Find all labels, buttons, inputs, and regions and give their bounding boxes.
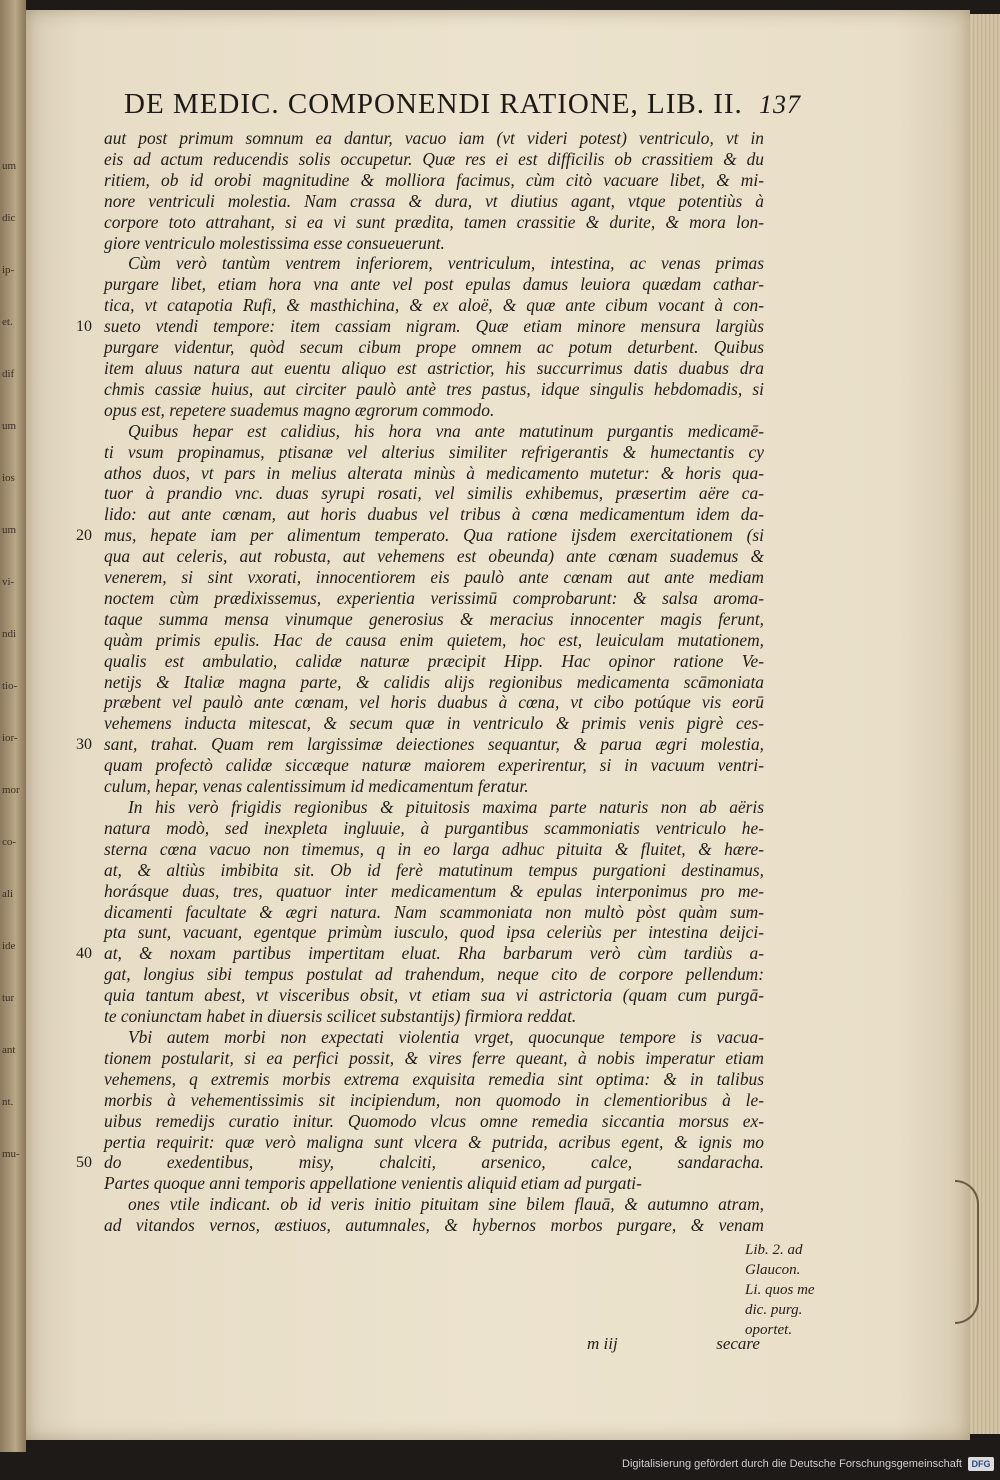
previous-page-fragment: um [2, 160, 17, 172]
previous-page-fragment: ant [2, 1044, 16, 1056]
line-number: 50 [76, 1154, 92, 1172]
running-head [124, 88, 824, 122]
text-line: gat, longius sibi tempus postulat ad trahendum, neque cito de corpore pellendum: [104, 964, 764, 985]
text-line: In his verò frigidis regionibus & pituitosis maxima parte naturis non ab aëris [128, 797, 764, 817]
previous-page-fragment: tio- [2, 680, 18, 692]
line-number: 30 [76, 736, 92, 754]
text-line: aut post primum somnum ea dantur, vacuo iam (vt videri potest) ventriculo, vt in [104, 128, 764, 148]
previous-page-fragment: um [2, 420, 17, 432]
text-line: venerem, si sint vxorati, innocentiorem eis paulò ante cœnam aut ante mediam [104, 567, 764, 588]
text-line: ritiem, ob id orobi magnitudine & molliora facimus, cùm citò vacuare libet, & mi- [104, 169, 764, 190]
text-line: taque summa mensa vinumque generosius & meracius innocenter magis ferunt, [104, 608, 764, 629]
body-text [104, 128, 764, 1236]
text-line: item aluus natura aut euentu aliquo est astrictior, his succurrimus datis duabus dra [104, 357, 764, 378]
catchword: secare [716, 1334, 760, 1353]
text-line: mus, hepate iam per alimentum temperato. Qua ratione ijsdem exercitationem (si [104, 525, 764, 546]
previous-page-fragment: ip- [2, 264, 15, 276]
previous-page-fragment: dic [2, 212, 16, 224]
text-line: Partes quoque anni temporis appellatione venientis aliquid etiam ad purgati- [104, 1173, 642, 1194]
text-line: eis ad actum reducendis solis occupetur. Quæ res ei est difficilis ob crassitiem & du [104, 148, 764, 169]
marginal-note-line: oportet. [745, 1322, 793, 1338]
previous-page-fragment: vi- [2, 576, 15, 588]
signature-line [587, 1334, 760, 1354]
text-line: nore ventriculi molestia. Nam crassa & dura, vt diutius agant, vtque potentiùs à [104, 190, 764, 211]
text-line: te coniunctam habet in diuersis scilicet substantijs) firmiora reddat. [104, 1006, 577, 1027]
text-line: natura modò, sed inexpleta ingluuie, à purgantibus scammoniatis ventriculo he- [104, 817, 764, 838]
text-line: sueto vtendi tempore: item cassiam nigram. Quæ etiam minore mensura largiùs [104, 316, 764, 337]
text-line: tuor à prandio vnc. duas syrupi rosati, vel similis exhibemus, præsertim aëre ca- [104, 483, 764, 504]
line-number: 20 [76, 527, 92, 545]
previous-page-fragment: nt. [2, 1096, 14, 1108]
text-line: opus est, repetere suademus magno ægrorum commodo. [104, 399, 495, 420]
text-line: qua aut celeris, aut robusta, aut vehemens est obeunda) ante cœnam suademus & [104, 546, 764, 567]
previous-page-fragment: ios [2, 472, 15, 484]
text-line: quàm primis epulis. Hac de causa enim quietem, hoc est, leuiculam mutationem, [104, 629, 764, 650]
previous-page-edge [0, 0, 26, 1470]
text-line: ad vitandos vernos, æstiuos, autumnales, & hybernos morbos purgare, & venam [104, 1215, 764, 1236]
text-line: pta sunt, vacuant, egentque primùm iusculo, quod ipsa celeriùs per intestina deijci- [104, 922, 764, 943]
text-line: do exedentibus, misy, chalciti, arsenico, calce, sandaracha. [104, 1152, 764, 1173]
text-line: ti vsum propinamus, ptisanæ vel alterius similiter refrigerantis & humectantis cy [104, 441, 764, 462]
text-line: vehemens, q extremis morbis extrema exquisita remedia sint optima: & in talibus [104, 1068, 764, 1089]
marginal-note-line: Li. quos me [745, 1282, 815, 1298]
text-line: tionem postularit, si ea perfici possit, & vires ferre queant, à nobis imperatur etiam [104, 1047, 764, 1068]
marginal-note-line: dic. purg. [745, 1302, 803, 1318]
text-line: giore ventriculo molestissima esse consueuerunt. [104, 232, 445, 253]
text-line: quam profectò calidæ siccæque naturæ maiorem experirentur, si in vacuum ventri- [104, 755, 764, 776]
previous-page-fragment: tur [2, 992, 15, 1004]
text-line: vehemens inducta mitescat, & secum quæ in ventriculo & primis venis pigrè ces- [104, 713, 764, 734]
text-line: horásque duas, tres, quatuor inter medicamentum & epulas interponimus pro me- [104, 880, 764, 901]
text-line: purgare videntur, quòd secum cibum prope omnem ac potum deturbent. Quibus [104, 337, 764, 358]
footer-bar [0, 1452, 1000, 1480]
previous-page-fragment: ior- [2, 732, 18, 744]
previous-page-fragment: mu- [2, 1148, 20, 1160]
text-line: ones vtile indicant. ob id veris initio pituitam sine bilem flauā, & autumno atram, [128, 1194, 764, 1215]
text-line: tica, vt catapotia Rufi, & masthichina, & ex aloë, & quæ ante cibum vocant à con- [104, 295, 764, 316]
text-line: uibus remedijs curatio initur. Quomodo vlcus omne remedia siccantia morsus ex- [104, 1110, 764, 1131]
text-line: noctem cùm prædixissemus, experientia verissimū comprobarunt: & salsa aroma- [104, 587, 764, 608]
marginal-note-line: Lib. 2. ad [745, 1242, 803, 1258]
text-line: sterna cœna vacuo non timemus, q in eo larga adhuc pituita & fluitet, & hære- [104, 838, 764, 859]
book-clasp [955, 1180, 979, 1324]
text-line: at, & noxam partibus impertitam eluat. Rha barbarum verò cùm tardiùs a- [104, 943, 764, 964]
line-number: 40 [76, 945, 92, 963]
text-line: qualis est ambulatio, calidæ naturæ præcipit Hipp. Hac opinor ratione Ve- [104, 650, 764, 671]
text-line: purgare libet, etiam hora vna ante vel post epulas damus leuiora quædam cathar- [104, 274, 764, 295]
signature-mark: m iij [587, 1334, 618, 1353]
text-line: quia tantum abest, vt visceribus obsit, vt etiam sua vi astrictoria (quam cum purgā- [104, 985, 764, 1006]
marginal-note-line: Glaucon. [745, 1262, 801, 1278]
text-line: athos duos, vt pars in melius alterata minùs à medicamento mutetur: & horis qua- [104, 462, 764, 483]
text-line: sant, trahat. Quam rem largissimæ deiectiones sequantur, & parua ægri molestia, [104, 734, 764, 755]
line-number: 10 [76, 318, 92, 336]
text-line: præbent vel paulò ante cœnam, vel horis duabus à cœna, vt cibo potúque vis eorū [104, 692, 764, 713]
footer-credit: Digitalisierung gefördert durch die Deutsche Forschungsgemeinschaft [622, 1458, 962, 1470]
text-line: netijs & Italiæ magna parte, & calidis alijs regionibus medicamenta scāmoniata [104, 671, 764, 692]
previous-page-fragment: co- [2, 836, 17, 848]
previous-page-fragment: um [2, 524, 17, 536]
text-line: Vbi autem morbi non expectati violentia vrget, quocunque tempore is vacua- [128, 1026, 764, 1047]
running-head-title: DE MEDIC. COMPONENDI RATIONE, LIB. II. [124, 88, 743, 120]
previous-page-fragment: ndi [2, 628, 17, 640]
previous-page-fragment: ali [2, 888, 13, 900]
previous-page-fragment: et. [2, 316, 13, 328]
text-line: dicamenti facultate & ægri natura. Nam scammoniata non multò pòst quàm sum- [104, 901, 764, 922]
text-line: morbis à vehementissimis sit incipiendum, non quomodo in clementioribus à le- [104, 1089, 764, 1110]
previous-page-fragment: ide [2, 940, 16, 952]
dfg-logo: DFG [968, 1457, 994, 1471]
folio-number: 137 [759, 90, 802, 119]
text-line: corpore toto attrahant, si ea vi sunt prædita, tamen crassitie & durite, & mora lon- [104, 211, 764, 232]
text-line: at, & altiùs imbibita sit. Ob id ferè matutinum tempus purgationi destinamus, [104, 859, 764, 880]
text-line: Cùm verò tantùm ventrem inferiorem, ventriculum, intestina, ac venas primas [128, 253, 764, 274]
text-line: pertia requirit: quæ verò maligna sunt vlcera & putrida, acribus egent, & ignis mo [104, 1131, 764, 1152]
text-line: Quibus hepar est calidius, his hora vna ante matutinum purgantis medicamē- [128, 420, 764, 441]
text-line: chmis cassiæ huius, aut circiter paulò antè tres pastus, idque singulis hebdomadis, si [104, 378, 764, 399]
previous-page-fragment: dif [2, 368, 15, 380]
previous-page-fragment: mor [2, 784, 20, 796]
text-line: culum, hepar, venas calentissimum id medicamentum feratur. [104, 776, 529, 797]
text-line: lido: aut ante cœnam, aut horis duabus vel tribus à cœna medicamentum idem da- [104, 504, 764, 525]
marginal-note [745, 1240, 825, 1340]
